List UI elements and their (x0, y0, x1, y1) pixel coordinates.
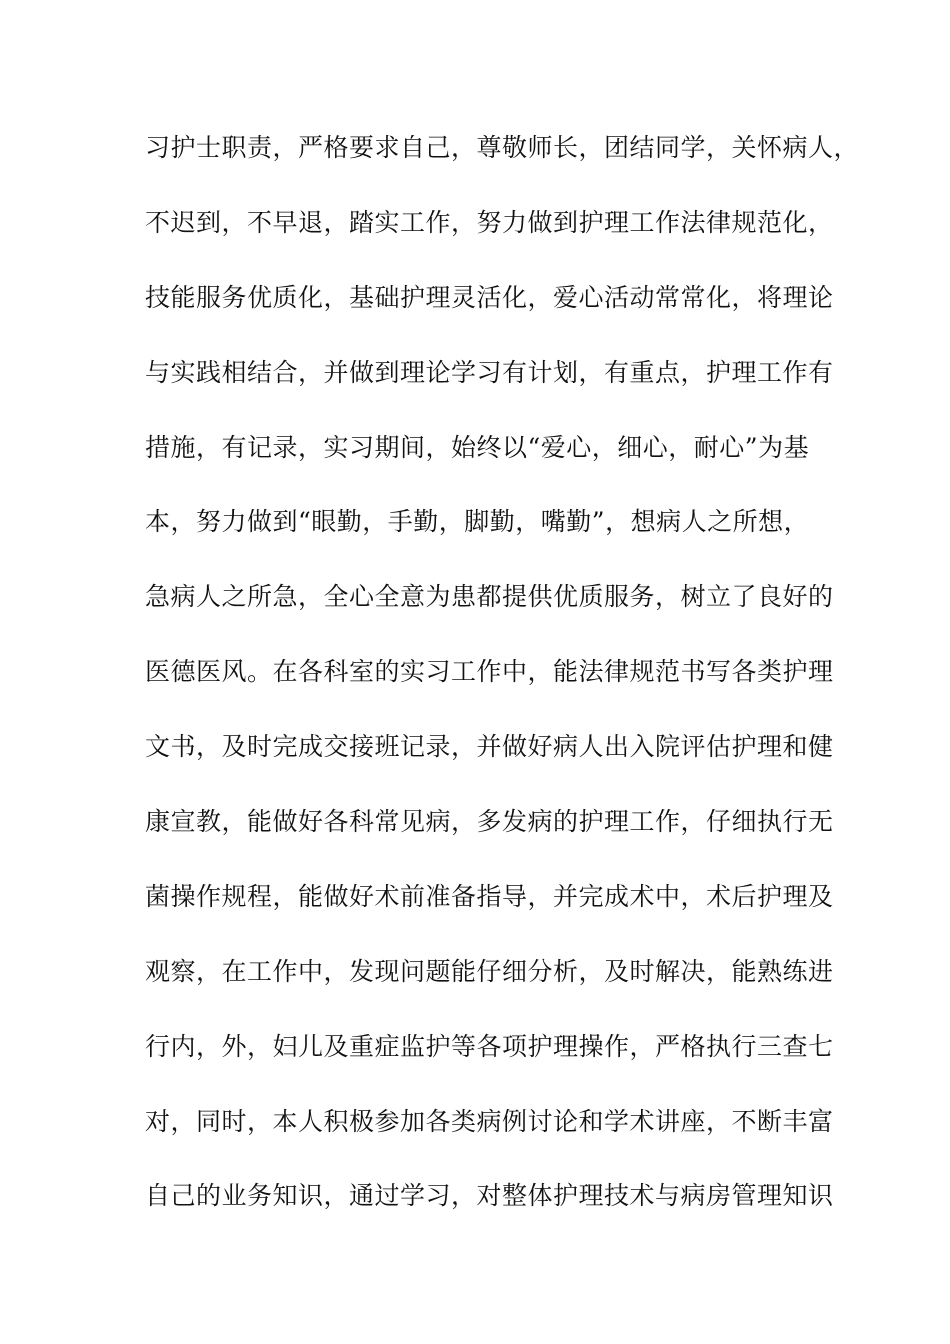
text-line-3: 技能服务优质化，基础护理灵活化，爱心活动常常化，将理论 (145, 282, 834, 312)
text-line-11: 菌操作规程，能做好术前准备指导，并完成术中，术后护理及 (145, 881, 834, 911)
text-line-15: 自己的业务知识，通过学习，对整体护理技术与病房管理知识 (145, 1181, 834, 1211)
text-line-6: 本，努力做到“眼勤，手勤，脚勤，嘴勤”，想病人之所想， (145, 507, 810, 537)
text-line-14: 对，同时，本人积极参加各类病例讨论和学术讲座，不断丰富 (145, 1106, 834, 1136)
body-text (145, 128, 860, 1251)
text-line-5: 措施，有记录，实习期间，始终以“爱心，细心，耐心”为基 (145, 432, 810, 462)
text-line-10: 康宣教，能做好各科常见病，多发病的护理工作，仔细执行无 (145, 807, 834, 837)
text-line-1: 习护士职责，严格要求自己，尊敬师长，团结同学，关怀病人， (145, 133, 860, 162)
text-line-8: 医德医风。在各科室的实习工作中，能法律规范书写各类护理 (145, 657, 834, 687)
text-line-2: 不迟到，不早退，踏实工作，努力做到护理工作法律规范化， (145, 207, 834, 237)
text-line-7: 急病人之所急，全心全意为患都提供优质服务，树立了良好的 (145, 582, 834, 612)
text-line-9: 文书，及时完成交接班记录，并做好病人出入院评估护理和健 (145, 732, 834, 762)
text-line-4: 与实践相结合，并做到理论学习有计划，有重点，护理工作有 (145, 357, 834, 387)
text-line-13: 行内，外，妇儿及重症监护等各项护理操作，严格执行三查七 (145, 1031, 834, 1061)
text-line-12: 观察，在工作中，发现问题能仔细分析，及时解决，能熟练进 (145, 956, 834, 986)
